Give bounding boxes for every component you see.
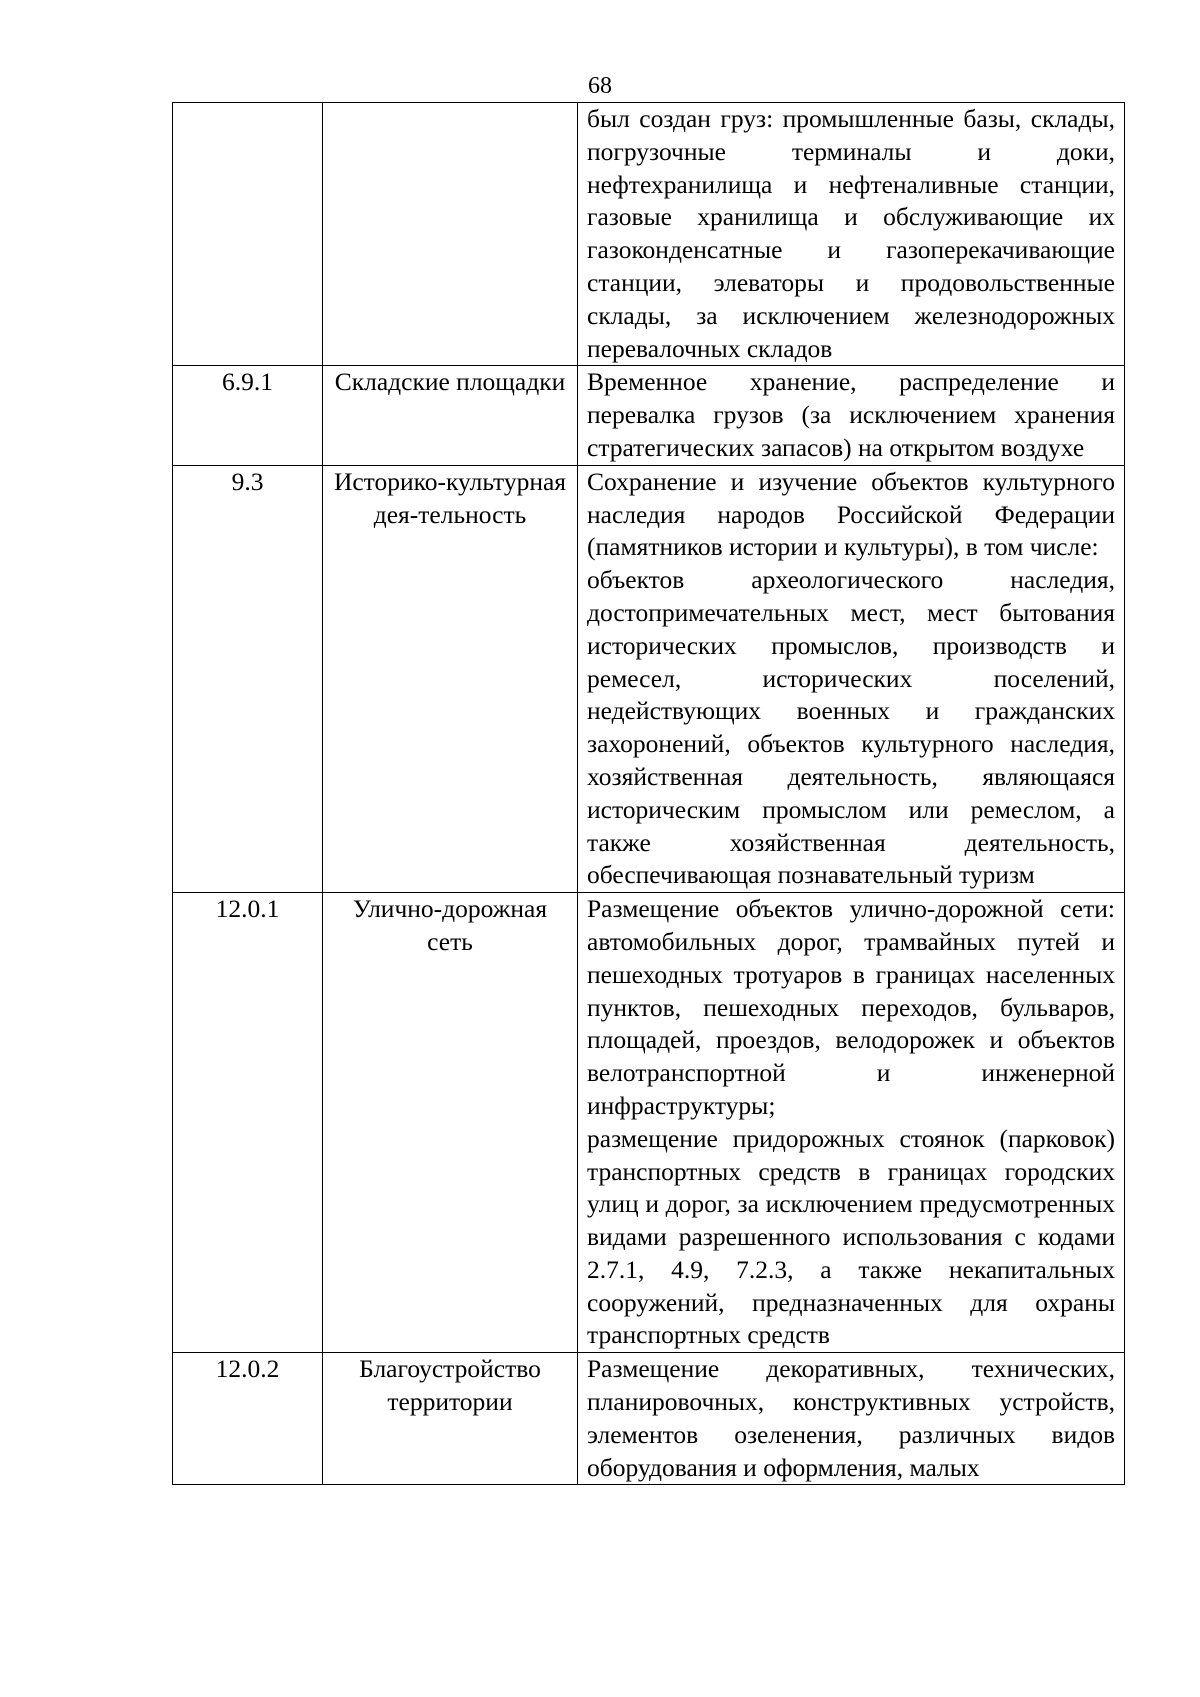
description-cell xyxy=(578,1353,1125,1485)
description-paragraph: Временное хранение, распределение и перевалка грузов (за исключением хранения стратегических запасов) на открытом воздухе xyxy=(587,367,1115,462)
table-row xyxy=(173,103,1125,366)
table-row xyxy=(173,893,1125,1353)
description-paragraph: Размещение объектов улично-дорожной сети: автомобильных дорог, трамвайных путей и пешеходных тротуаров в границах населенных пунктов, пешеходных переходов, бульваров, площадей, проездов, велодорожек и объектов велотранспортной и инженерной инфраструктуры; xyxy=(587,894,1115,1120)
page-number: 68 xyxy=(588,73,612,99)
description-cell xyxy=(578,366,1125,465)
description-paragraph: был создан груз: промышленные базы, склады, погрузочные терминалы и доки, нефтехранилища и нефтеналивные станции, газовые хранилища и обслуживающие их газоконденсатные и газоперекачивающие станции, элеваторы и продовольственные склады, за исключением железнодорожных перевалочных складов xyxy=(587,104,1115,363)
name-cell: Благоустройство территории xyxy=(323,1353,578,1485)
code-cell: 12.0.1 xyxy=(173,893,323,1353)
name-cell xyxy=(323,103,578,366)
code-cell: 9.3 xyxy=(173,465,323,892)
description-cell xyxy=(578,103,1125,366)
description-cell xyxy=(578,465,1125,892)
table-row xyxy=(173,465,1125,892)
description-paragraph: Размещение декоративных, технических, планировочных, конструктивных устройств, элементов озеленения, различных видов оборудования и оформления, малых xyxy=(587,1354,1115,1482)
code-cell: 6.9.1 xyxy=(173,366,323,465)
name-cell: Складские площадки xyxy=(323,366,578,465)
land-use-table xyxy=(172,102,1125,1485)
name-cell: Историко-культурная дея-тельность xyxy=(323,465,578,892)
description-paragraph: Сохранение и изучение объектов культурного наследия народов Российской Федерации (памятников истории и культуры), в том числе: xyxy=(587,466,1115,562)
code-cell xyxy=(173,103,323,366)
code-cell: 12.0.2 xyxy=(173,1353,323,1485)
description-paragraph: объектов археологического наследия, достопримечательных мест, мест бытования исторических промыслов, производств и ремесел, исторических поселений, недействующих военных и гражданских захоронений, объектов культурного наследия, хозяйственная деятельность, являющаяся историческим промыслом или ремеслом, а также хозяйственная деятельность, обеспечивающая познавательный туризм xyxy=(587,565,1115,890)
name-cell: Улично-дорожная сеть xyxy=(323,893,578,1353)
description-paragraph: размещение придорожных стоянок (парковок) транспортных средств в границах городских улиц и дорог, за исключением предусмотренных видами разрешенного использования с кодами 2.7.1, 4.9, 7.2.3, а также некапитальных сооружений, предназначенных для охраны транспортных средств xyxy=(587,1123,1115,1350)
table-row xyxy=(173,1353,1125,1485)
table-row xyxy=(173,366,1125,465)
description-cell xyxy=(578,893,1125,1353)
